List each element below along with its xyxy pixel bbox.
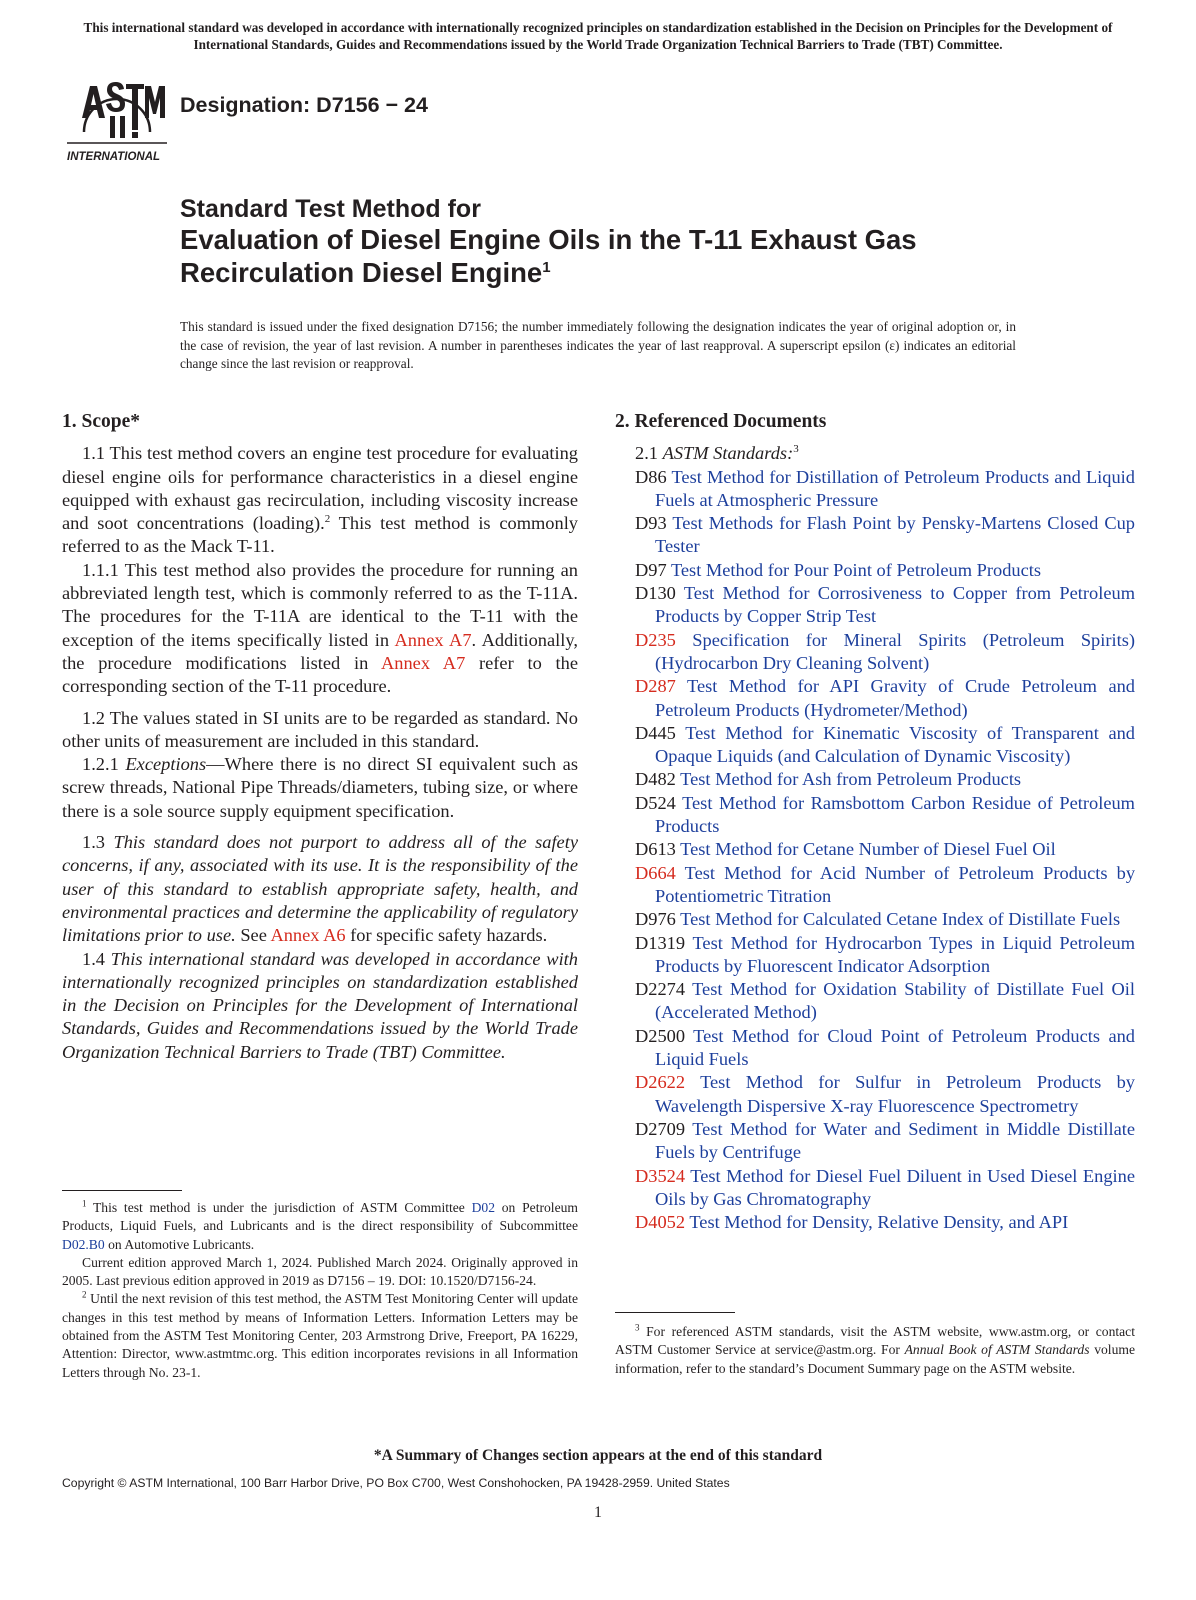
reference-code: D97 — [635, 559, 667, 580]
reference-title-link[interactable]: Specification for Mineral Spirits (Petroleum Spirits) (Hydrocarbon Dry Cleaning Solvent) — [655, 629, 1135, 673]
title-line-2: Evaluation of Diesel Engine Oils in the T-11 Exhaust Gas — [180, 224, 917, 255]
reference-code[interactable]: D235 — [635, 629, 676, 650]
reference-title-link[interactable]: Test Method for Diesel Fuel Diluent in Used Diesel Engine Oils by Gas Chromatography — [655, 1165, 1136, 1209]
reference-code: D2500 — [635, 1025, 686, 1046]
footnote-2-ref[interactable]: 2 — [324, 513, 331, 526]
summary-of-changes-note: *A Summary of Changes section appears at the end of this standard — [373, 1447, 823, 1464]
footnote-2: $^2$ Until the next revision of this test method, the ASTM Test Monitoring Center will update changes in this test method by means of Information Letters. Information Letters may be obtained from the ASTM Test Monitoring Center, 203 Armstrong Drive, Freeport, PA 16229, Attention: Director, www.astmtmc.org. This edition incorporates revisions in all Information Letters through No. 23-1. — [62, 1289, 578, 1380]
refs-heading: 2. Referenced Documents — [615, 411, 827, 432]
reference-item — [615, 1165, 1135, 1212]
reference-code: D976 — [635, 909, 676, 930]
footnote-1: $^1$ This test method is under the jurisdiction of ASTM Committee D02 on Petroleum Products, Liquid Fuels, and Lubricants and is the direct responsibility of Subcommittee D02.B0 on Automotive Lubricants. — [62, 1198, 578, 1252]
reference-title-link[interactable]: Test Method for Kinematic Viscosity of Transparent and Opaque Liquids (and Calculation of Dynamic Viscosity) — [655, 722, 1136, 767]
reference-item — [615, 629, 1135, 676]
reference-code: D524 — [635, 792, 676, 813]
reference-title-link[interactable]: Test Method for API Gravity of Crude Petroleum and Petroleum Products (Hydrometer/Method) — [655, 676, 1135, 720]
reference-item — [615, 512, 1135, 559]
para-1-3: 1.3 This standard does not purport to address all of the safety concerns, if any, associated with its use. It is the responsibility of the user of this standard to establish appropriate safety, health, and environmental practices and determine the applicability of regulatory limitations prior to use. See Annex A6 for specific safety hazards. — [62, 832, 578, 946]
reference-code: D1319 — [635, 932, 686, 953]
reference-code[interactable]: D664 — [635, 862, 676, 883]
reference-item — [615, 792, 1135, 839]
reference-title-link[interactable]: Test Method for Cloud Point of Petroleum Products and Liquid Fuels — [655, 1025, 1136, 1070]
document-title — [180, 194, 917, 289]
reference-title-link[interactable]: Test Method for Sulfur in Petroleum Products by Wavelength Dispersive X-ray Fluorescence Spectrometry — [655, 1072, 1135, 1116]
footnotes-right — [615, 1312, 1135, 1378]
annex-a7-link-2[interactable]: Annex A7 — [381, 652, 466, 673]
reference-item — [615, 1211, 1135, 1234]
reference-code: D93 — [635, 513, 667, 534]
footnote-3-ref[interactable]: 3 — [793, 443, 799, 456]
astm-logo-mark — [62, 70, 172, 165]
footnote-rule-right — [615, 1312, 735, 1313]
reference-title-link[interactable]: Test Method for Water and Sediment in Middle Distillate Fuels by Centrifuge — [655, 1118, 1135, 1163]
title-line-3: Recirculation Diesel Engine — [180, 256, 543, 288]
copyright-line: Copyright © ASTM International, 100 Barr Harbor Drive, PO Box C700, West Conshohocken, PA 19428-2959. United States — [62, 1476, 730, 1490]
reference-title-link[interactable]: Test Method for Density, Relative Density, and API — [689, 1212, 1069, 1233]
top-notice: This international standard was developed in accordance with internationally recognized principles on standardization established in the Decision on Principles for the Development of International Standards, Guides and Recommendations issued by the World Trade Organization Technical Barriers to Trade (TBT) Committee. — [83, 20, 1113, 52]
reference-item — [615, 1118, 1135, 1165]
reference-item — [615, 768, 1135, 791]
referenced-documents-column — [615, 410, 1135, 1234]
reference-item — [615, 722, 1135, 769]
d02-link[interactable]: D02 — [471, 1200, 496, 1215]
para-1-4: 1.4 This international standard was developed in accordance with internationally recognized principles on standardization established in the Decision on Principles for the Development of International Standards, Guides and Recommendations issued by the World Trade Organization Technical Barriers to Trade (TBT) Committee. — [62, 948, 578, 1062]
reference-code: D2709 — [635, 1118, 686, 1139]
footnote-1-current-edition: Current edition approved March 1, 2024. Published March 2024. Originally approved in 2005. Last previous edition approved in 2019 as D7156 – 19. DOI: 10.1520/D7156-24. — [62, 1254, 578, 1289]
reference-title-link[interactable]: Test Method for Cetane Number of Diesel Fuel Oil — [680, 839, 1056, 860]
scope-column — [62, 410, 578, 1072]
reference-item — [615, 582, 1135, 629]
reference-title-link[interactable]: Test Method for Pour Point of Petroleum Products — [670, 559, 1042, 580]
annex-a7-link[interactable]: Annex A7 — [394, 629, 472, 650]
reference-item — [615, 1025, 1135, 1072]
para-1-2: 1.2 The values stated in SI units are to be regarded as standard. No other units of measurement are included in this standard. — [62, 707, 578, 751]
reference-code: D130 — [635, 583, 676, 604]
reference-item — [615, 908, 1135, 931]
refs-intro: 2.1 ASTM Standards:$^3$ — [635, 443, 799, 464]
para-1-2-1: 1.2.1 Exceptions—Where there is no direct SI equivalent such as screw threads, National Pipe Threads/diameters, tubing size, or where there is a sole source supply equipment specification. — [62, 754, 578, 821]
reference-title-link[interactable]: Test Method for Calculated Cetane Index of Distillate Fuels — [680, 909, 1121, 930]
footnote-3: $^3$ For referenced ASTM standards, visit the ASTM website, www.astm.org, or contact ASTM Customer Service at service@astm.org. For Annual Book of ASTM Standards volume information, refer to the standard’s Document Summary page on the ASTM website. — [615, 1322, 1135, 1376]
reference-title-link[interactable]: Test Method for Ash from Petroleum Products — [680, 769, 1022, 790]
reference-title-link[interactable]: Test Method for Acid Number of Petroleum Products by Potentiometric Titration — [655, 862, 1136, 906]
reference-code: D613 — [635, 839, 676, 860]
reference-item — [615, 466, 1135, 513]
reference-list — [615, 466, 1135, 1235]
reference-item — [615, 978, 1135, 1025]
reference-item — [615, 932, 1135, 979]
footnote-rule — [62, 1190, 182, 1191]
reference-title-link[interactable]: Test Method for Corrosiveness to Copper from Petroleum Products by Copper Strip Test — [655, 583, 1136, 627]
reference-code[interactable]: D287 — [635, 676, 676, 697]
reference-title-link[interactable]: Test Methods for Flash Point by Pensky-Martens Closed Cup Tester — [655, 513, 1135, 557]
title-footnote-mark[interactable]: 1 — [542, 258, 551, 276]
issue-note: This standard is issued under the fixed designation D7156; the number immediately following the designation indicates the year of original adoption or, in the case of revision, the year of last revision. A number in parentheses indicates the year of last reapproval. A superscript epsilon (ε) indicates an editorial change since the last revision or reapproval. — [180, 319, 1016, 371]
reference-code: D2274 — [635, 979, 686, 1000]
astm-logo — [62, 70, 172, 165]
scope-heading: 1. Scope* — [62, 411, 140, 432]
footnotes-left — [62, 1190, 578, 1382]
reference-item — [615, 675, 1135, 722]
reference-item — [615, 862, 1135, 909]
logo-text: INTERNATIONAL — [67, 151, 161, 163]
reference-code: D445 — [635, 722, 676, 743]
title-line-1: Standard Test Method for — [180, 195, 481, 223]
para-1-1-1: 1.1.1 This test method also provides the procedure for running an abbreviated length test, which is commonly referred to as the T-11A. The procedures for the T-11A are identical to the T-11 with the exception of the items specifically listed in Annex A7. Additionally, the procedure modifications listed in Annex A7 refer to the corresponding section of the T-11 procedure. — [62, 559, 578, 697]
d02-b0-link[interactable]: D02.B0 — [62, 1236, 105, 1252]
reference-code: D482 — [635, 769, 676, 790]
designation: Designation: D7156 − 24 — [180, 93, 428, 117]
reference-title-link[interactable]: Test Method for Hydrocarbon Types in Liquid Petroleum Products by Fluorescent Indicator Adsorption — [655, 932, 1136, 976]
reference-title-link[interactable]: Test Method for Ramsbottom Carbon Residue of Petroleum Products — [655, 792, 1135, 837]
reference-title-link[interactable]: Test Method for Distillation of Petroleum Products and Liquid Fuels at Atmospheric Pressure — [655, 466, 1135, 510]
reference-item — [615, 1071, 1135, 1118]
page-number: 1 — [594, 1504, 602, 1521]
reference-code[interactable]: D2622 — [635, 1072, 686, 1093]
annex-a6-link[interactable]: Annex A6 — [270, 925, 346, 946]
para-1-1: 1.1 This test method covers an engine test procedure for evaluating diesel engine oils for performance characteristics in a diesel engine equipped with exhaust gas recirculation, including viscosity increase and soot concentrations (loading).$^2$ This test method is commonly referred to as the Mack T-11. — [62, 443, 579, 557]
reference-code[interactable]: D4052 — [635, 1212, 686, 1233]
reference-title-link[interactable]: Test Method for Oxidation Stability of Distillate Fuel Oil (Accelerated Method) — [655, 979, 1135, 1023]
reference-item — [615, 559, 1135, 582]
reference-code[interactable]: D3524 — [635, 1165, 686, 1186]
reference-item — [615, 838, 1135, 861]
reference-code: D86 — [635, 466, 667, 487]
